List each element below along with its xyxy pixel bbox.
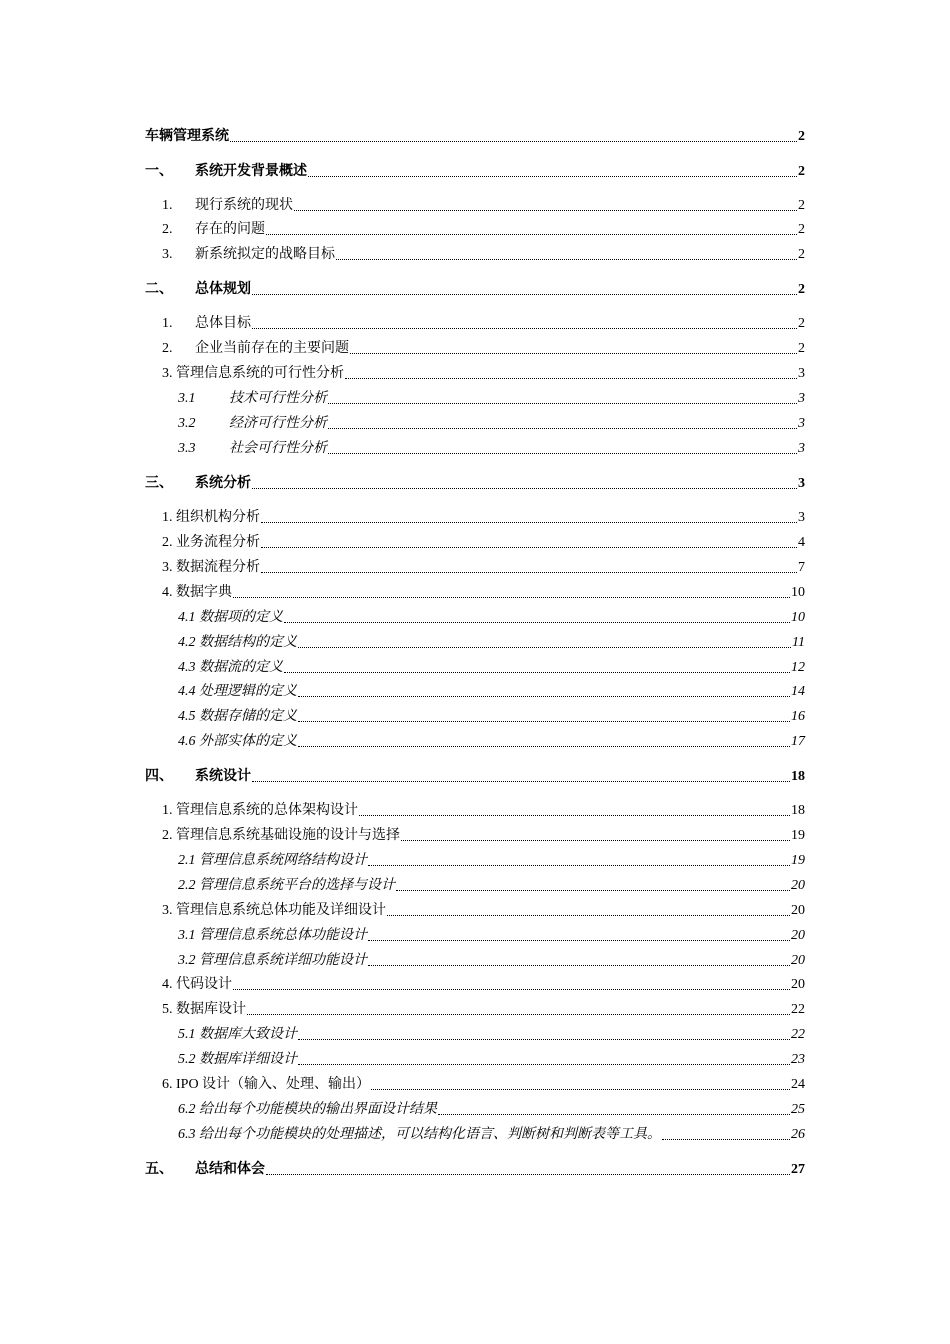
toc-entry[interactable] xyxy=(0,162,950,182)
toc-entry[interactable] xyxy=(0,245,950,265)
toc-entry-page: 10 xyxy=(791,585,805,600)
toc-entry[interactable] xyxy=(0,1075,950,1095)
toc-entry-number: 五、 xyxy=(145,1162,173,1177)
toc-leader-dots xyxy=(233,597,790,598)
toc-entry[interactable] xyxy=(0,414,950,434)
toc-entry[interactable] xyxy=(0,583,950,603)
toc-entry-page: 2 xyxy=(798,282,805,297)
toc-entry-title: 3. 管理信息系统的可行性分析 xyxy=(162,366,344,381)
toc-entry-title: 5. 数据库设计 xyxy=(162,1002,246,1017)
toc-entry-page: 2 xyxy=(798,164,805,179)
toc-entry-page: 2 xyxy=(798,316,805,331)
toc-leader-dots xyxy=(298,647,791,648)
toc-entry-number: 2. xyxy=(162,341,173,356)
toc-entry-number: 3. xyxy=(162,247,173,262)
toc-leader-dots xyxy=(328,428,797,429)
toc-entry-page: 18 xyxy=(791,803,805,818)
toc-leader-dots xyxy=(252,488,797,489)
toc-entry-number: 二、 xyxy=(145,282,173,297)
toc-entry-title: 6.3 给出每个功能模块的处理描述，可以结构化语言、判断树和判断表等工具。 xyxy=(178,1127,661,1142)
toc-entry-title: 4.5 数据存储的定义 xyxy=(178,709,297,724)
toc-entry-page: 3 xyxy=(798,391,805,406)
toc-leader-dots xyxy=(252,781,790,782)
toc-entry[interactable] xyxy=(0,558,950,578)
toc-entry[interactable] xyxy=(0,314,950,334)
toc-leader-dots xyxy=(230,141,797,142)
toc-entry-page: 14 xyxy=(791,684,805,699)
toc-leader-dots xyxy=(261,522,797,523)
toc-leader-dots xyxy=(261,547,797,548)
toc-entry-page: 3 xyxy=(798,510,805,525)
toc-entry-page: 4 xyxy=(798,535,805,550)
toc-leader-dots xyxy=(266,1174,790,1175)
toc-leader-dots xyxy=(284,672,790,673)
toc-entry-page: 25 xyxy=(791,1102,805,1117)
toc-leader-dots xyxy=(266,234,797,235)
toc-entry-page: 23 xyxy=(791,1052,805,1067)
toc-entry-number: 3.2 xyxy=(178,416,196,431)
toc-leader-dots xyxy=(368,965,790,966)
toc-entry-title: 3.1 管理信息系统总体功能设计 xyxy=(178,928,367,943)
toc-entry[interactable] xyxy=(0,1100,950,1120)
toc-leader-dots xyxy=(387,915,790,916)
toc-entry[interactable] xyxy=(0,508,950,528)
toc-entry-page: 3 xyxy=(798,366,805,381)
toc-entry-page: 10 xyxy=(791,610,805,625)
toc-entry[interactable] xyxy=(0,220,950,240)
toc-entry[interactable] xyxy=(0,801,950,821)
toc-leader-dots xyxy=(294,210,797,211)
toc-entry-page: 22 xyxy=(791,1027,805,1042)
toc-leader-dots xyxy=(401,840,790,841)
toc-entry[interactable] xyxy=(0,474,950,494)
toc-entry[interactable] xyxy=(0,608,950,628)
toc-entry[interactable] xyxy=(0,339,950,359)
toc-entry-title: 总结和体会 xyxy=(195,1162,265,1177)
toc-entry-title: 总体目标 xyxy=(195,316,251,331)
toc-entry-title: 现行系统的现状 xyxy=(195,198,293,213)
toc-entry-title: 5.2 数据库详细设计 xyxy=(178,1052,297,1067)
toc-entry-page: 26 xyxy=(791,1127,805,1142)
toc-entry-page: 3 xyxy=(798,476,805,491)
toc-entry-title: 经济可行性分析 xyxy=(229,416,327,431)
toc-entry-title: 4.2 数据结构的定义 xyxy=(178,635,297,650)
toc-entry-title: 5.1 数据库大致设计 xyxy=(178,1027,297,1042)
toc-leader-dots xyxy=(359,815,790,816)
toc-entry-page: 17 xyxy=(791,734,805,749)
toc-leader-dots xyxy=(396,890,790,891)
toc-entry[interactable] xyxy=(0,707,950,727)
toc-entry-title: 3.2 管理信息系统详细功能设计 xyxy=(178,953,367,968)
toc-entry-title: 2.2 管理信息系统平台的选择与设计 xyxy=(178,878,395,893)
toc-entry-title: 4.6 外部实体的定义 xyxy=(178,734,297,749)
toc-entry-page: 2 xyxy=(798,222,805,237)
toc-entry-page: 7 xyxy=(798,560,805,575)
toc-entry-page: 3 xyxy=(798,416,805,431)
toc-entry[interactable] xyxy=(0,1000,950,1020)
toc-leader-dots xyxy=(350,353,797,354)
toc-entry-number: 3.3 xyxy=(178,441,196,456)
toc-entry[interactable] xyxy=(0,280,950,300)
toc-entry[interactable] xyxy=(0,876,950,896)
toc-entry-title: 系统分析 xyxy=(195,476,251,491)
toc-entry-page: 20 xyxy=(791,928,805,943)
toc-entry[interactable] xyxy=(0,533,950,553)
toc-entry[interactable] xyxy=(0,975,950,995)
toc-entry-title: 4.1 数据项的定义 xyxy=(178,610,283,625)
toc-entry-title: 社会可行性分析 xyxy=(229,441,327,456)
toc-entry-title: 车辆管理系统 xyxy=(145,129,229,144)
toc-leader-dots xyxy=(345,378,797,379)
toc-entry-title: 1. 管理信息系统的总体架构设计 xyxy=(162,803,358,818)
toc-entry[interactable] xyxy=(0,633,950,653)
toc-entry[interactable] xyxy=(0,851,950,871)
toc-leader-dots xyxy=(438,1114,790,1115)
toc-entry[interactable] xyxy=(0,658,950,678)
toc-entry-title: 2.1 管理信息系统网络结构设计 xyxy=(178,853,367,868)
toc-entry-number: 三、 xyxy=(145,476,173,491)
toc-leader-dots xyxy=(298,696,790,697)
toc-leader-dots xyxy=(336,259,797,260)
toc-entry[interactable] xyxy=(0,767,950,787)
toc-entry-title: 技术可行性分析 xyxy=(229,391,327,406)
toc-entry-page: 20 xyxy=(791,878,805,893)
toc-leader-dots xyxy=(298,746,790,747)
toc-entry-page: 19 xyxy=(791,853,805,868)
toc-entry-title: 4. 数据字典 xyxy=(162,585,232,600)
toc-leader-dots xyxy=(298,1064,790,1065)
toc-leader-dots xyxy=(252,328,797,329)
toc-entry-title: 总体规划 xyxy=(195,282,251,297)
toc-entry-title: 6. IPO 设计（输入、处理、输出） xyxy=(162,1077,371,1092)
toc-entry-title: 新系统拟定的战略目标 xyxy=(195,247,335,262)
toc-entry-title: 3. 管理信息系统总体功能及详细设计 xyxy=(162,903,386,918)
toc-leader-dots xyxy=(233,989,790,990)
toc-entry[interactable] xyxy=(0,682,950,702)
toc-entry-number: 2. xyxy=(162,222,173,237)
toc-entry-title: 存在的问题 xyxy=(195,222,265,237)
toc-entry-title: 系统开发背景概述 xyxy=(195,164,307,179)
toc-entry[interactable] xyxy=(0,826,950,846)
toc-entry-page: 20 xyxy=(791,903,805,918)
toc-entry-page: 2 xyxy=(798,129,805,144)
toc-leader-dots xyxy=(371,1089,790,1090)
toc-entry-number: 1. xyxy=(162,316,173,331)
toc-entry-number: 四、 xyxy=(145,769,173,784)
toc-entry-page: 22 xyxy=(791,1002,805,1017)
toc-entry[interactable] xyxy=(0,439,950,459)
toc-entry-page: 2 xyxy=(798,247,805,262)
toc-leader-dots xyxy=(298,721,790,722)
toc-entry-page: 16 xyxy=(791,709,805,724)
toc-entry-title: 4.4 处理逻辑的定义 xyxy=(178,684,297,699)
toc-entry-page: 18 xyxy=(791,769,805,784)
toc-entry[interactable] xyxy=(0,732,950,752)
toc-leader-dots xyxy=(368,865,790,866)
toc-entry-number: 1. xyxy=(162,198,173,213)
toc-entry-title: 系统设计 xyxy=(195,769,251,784)
toc-entry-title: 3. 数据流程分析 xyxy=(162,560,260,575)
toc-leader-dots xyxy=(298,1039,790,1040)
toc-entry[interactable] xyxy=(0,901,950,921)
toc-entry-title: 2. 业务流程分析 xyxy=(162,535,260,550)
toc-entry-page: 2 xyxy=(798,198,805,213)
toc-leader-dots xyxy=(308,176,797,177)
toc-entry-page: 12 xyxy=(791,660,805,675)
toc-entry-number: 一、 xyxy=(145,164,173,179)
toc-leader-dots xyxy=(368,940,790,941)
toc-entry-title: 4.3 数据流的定义 xyxy=(178,660,283,675)
toc-entry[interactable] xyxy=(0,196,950,216)
toc-entry-number: 3.1 xyxy=(178,391,196,406)
toc-entry-title: 企业当前存在的主要问题 xyxy=(195,341,349,356)
toc-entry-page: 11 xyxy=(792,635,805,650)
toc-leader-dots xyxy=(328,403,797,404)
toc-leader-dots xyxy=(328,453,797,454)
toc-entry[interactable] xyxy=(0,364,950,384)
toc-entry-page: 24 xyxy=(791,1077,805,1092)
toc-leader-dots xyxy=(252,294,797,295)
toc-entry-page: 27 xyxy=(791,1162,805,1177)
toc-entry[interactable] xyxy=(0,389,950,409)
toc-leader-dots xyxy=(261,572,797,573)
toc-leader-dots xyxy=(662,1139,790,1140)
toc-leader-dots xyxy=(247,1014,790,1015)
toc-leader-dots xyxy=(284,622,790,623)
toc-entry[interactable] xyxy=(0,926,950,946)
toc-entry-page: 3 xyxy=(798,441,805,456)
toc-entry-title: 4. 代码设计 xyxy=(162,977,232,992)
toc-entry-page: 20 xyxy=(791,977,805,992)
toc-entry[interactable] xyxy=(0,1050,950,1070)
toc-entry-title: 6.2 给出每个功能模块的输出界面设计结果 xyxy=(178,1102,437,1117)
toc-entry-title: 1. 组织机构分析 xyxy=(162,510,260,525)
toc-entry-page: 2 xyxy=(798,341,805,356)
toc-entry-title: 2. 管理信息系统基础设施的设计与选择 xyxy=(162,828,400,843)
toc-entry-page: 19 xyxy=(791,828,805,843)
toc-entry[interactable] xyxy=(0,1160,950,1180)
toc-entry[interactable] xyxy=(0,1025,950,1045)
toc-entry[interactable] xyxy=(0,951,950,971)
toc-entry[interactable] xyxy=(0,1125,950,1145)
toc-entry[interactable] xyxy=(0,127,950,147)
toc-entry-page: 20 xyxy=(791,953,805,968)
